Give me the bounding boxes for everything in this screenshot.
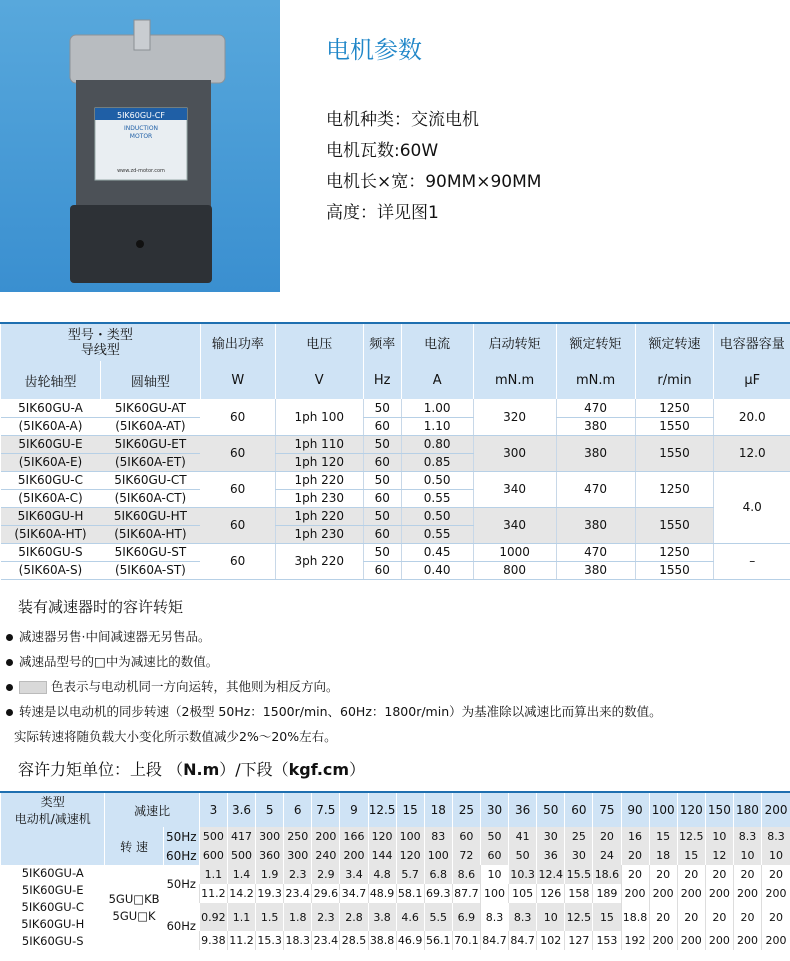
speed-cell: 8.3 (733, 827, 761, 846)
param-line: 电机长×宽：90MM×90MM (326, 172, 542, 192)
table-cell: 60 (363, 561, 401, 579)
torque-header-ratio: 减速比 (105, 792, 199, 827)
spec-header-output: 输出功率 (200, 323, 275, 361)
torque-cell: 23.4 (312, 931, 340, 950)
speed-cell: 360 (256, 846, 284, 865)
torque-cell: 3.8 (368, 903, 396, 931)
ratio-cell: 7.5 (312, 792, 340, 827)
speed-cell: 20 (593, 827, 621, 846)
table-cell: 5IK60GU-C (1, 471, 101, 489)
note-item: 减速品型号的□中为减速比的数值。 (6, 649, 662, 674)
torque-cell: 15.3 (256, 931, 284, 950)
speed-cell: 10 (705, 827, 733, 846)
torque-cell: 126 (537, 884, 565, 903)
table-cell: 1.00 (401, 399, 473, 417)
motor-illustration (0, 0, 280, 292)
speed-cell: 41 (509, 827, 537, 846)
ratio-cell: 120 (677, 792, 705, 827)
speed-cell: 166 (340, 827, 368, 846)
param-line: 高度：详见图1 (326, 203, 439, 223)
table-cell: 800 (473, 561, 556, 579)
torque-cell: 15.5 (565, 865, 593, 884)
torque-cell: 84.7 (509, 931, 537, 950)
torque-cell: 10.3 (509, 865, 537, 884)
param-line: 电机瓦数:60W (326, 141, 439, 161)
speed-cell: 50 (480, 827, 508, 846)
table-cell: 1250 (635, 471, 714, 507)
speed-cell: 36 (537, 846, 565, 865)
speed-cell: 417 (227, 827, 255, 846)
torque-cell: 6.8 (424, 865, 452, 884)
torque-cell: 0.92 (199, 903, 227, 931)
speed-cell: 200 (340, 846, 368, 865)
table-cell: 340 (473, 471, 556, 507)
nameplate-model: 5IK60GU-CF (116, 111, 166, 120)
motor-params (326, 30, 541, 229)
table-cell: 50 (363, 435, 401, 453)
torque-cell: 20 (705, 903, 733, 931)
table-cell: 20.0 (714, 399, 790, 435)
spec-header-gear-shaft: 齿轮轴型 (1, 361, 101, 399)
table-cell: (5IK60A-ST) (100, 561, 200, 579)
notes (6, 624, 662, 749)
torque-title: 容许力矩单位：上段 （N.m）/下段（kgf.cm） (18, 760, 366, 779)
torque-cell: 192 (621, 931, 649, 950)
torque-cell: 200 (649, 931, 677, 950)
table-cell: 1ph 230 (275, 525, 363, 543)
note-item: 减速器另售·中间减速器无另售品。 (6, 624, 662, 649)
bullet-icon (6, 659, 13, 666)
ratio-cell: 6 (284, 792, 312, 827)
torque-cell: 56.1 (424, 931, 452, 950)
table-cell: 1000 (473, 543, 556, 561)
torque-cell: 5.5 (424, 903, 452, 931)
speed-cell: 500 (199, 827, 227, 846)
speed-cell: 144 (368, 846, 396, 865)
speed-cell: 15 (677, 846, 705, 865)
table-cell: 1.10 (401, 417, 473, 435)
unit-output: W (200, 361, 275, 399)
torque-cell: 102 (537, 931, 565, 950)
ratio-cell: 15 (396, 792, 424, 827)
table-cell: 60 (363, 417, 401, 435)
table-cell: 0.55 (401, 489, 473, 507)
torque-cell: 8.6 (452, 865, 480, 884)
table-cell: 1ph 100 (275, 399, 363, 435)
torque-cell: 4.8 (368, 865, 396, 884)
ratio-cell: 180 (733, 792, 761, 827)
torque-cell: 38.8 (368, 931, 396, 950)
ratio-cell: 60 (565, 792, 593, 827)
torque-cell: 2.9 (312, 865, 340, 884)
speed-cell: 300 (256, 827, 284, 846)
table-cell: 470 (556, 543, 635, 561)
params-title: 电机参数 (326, 36, 422, 64)
table-cell: (5IK60A-C) (1, 489, 101, 507)
torque-cell: 100 (480, 884, 508, 903)
torque-cell: 1.1 (227, 903, 255, 931)
spec-header-rated-speed: 额定转速 (635, 323, 714, 361)
table-cell: 1550 (635, 417, 714, 435)
table-cell: 0.85 (401, 453, 473, 471)
spec-header-model: 型号・类型 导线型 (1, 323, 201, 361)
speed-cell: 600 (199, 846, 227, 865)
speed-cell: 240 (312, 846, 340, 865)
speed-cell: 12 (705, 846, 733, 865)
ratio-cell: 50 (537, 792, 565, 827)
torque-cell: 3.4 (340, 865, 368, 884)
table-cell: 5IK60GU-ST (100, 543, 200, 561)
speed-cell: 24 (593, 846, 621, 865)
torque-cell: 10 (480, 865, 508, 884)
table-cell: 0.50 (401, 471, 473, 489)
torque-cell: 28.5 (340, 931, 368, 950)
torque-cell: 20 (649, 903, 677, 931)
gray-swatch-icon (19, 681, 47, 694)
table-cell: 380 (556, 561, 635, 579)
torque-cell: 58.1 (396, 884, 424, 903)
table-cell: 0.45 (401, 543, 473, 561)
torque-cell: 200 (677, 931, 705, 950)
speed-cell: 72 (452, 846, 480, 865)
table-cell: 60 (200, 507, 275, 543)
speed-cell: 12.5 (677, 827, 705, 846)
table-cell: 1ph 220 (275, 471, 363, 489)
table-cell: 60 (200, 543, 275, 579)
table-cell: 1550 (635, 435, 714, 471)
table-cell: 300 (473, 435, 556, 471)
torque-cell: 14.2 (227, 884, 255, 903)
param-line: 电机种类：交流电机 (326, 110, 479, 130)
torque-cell: 1.4 (227, 865, 255, 884)
torque-cell: 20 (677, 903, 705, 931)
torque-header-speed: 转 速 (105, 827, 163, 865)
torque-cell: 1.9 (256, 865, 284, 884)
torque-cell: 20 (733, 903, 761, 931)
speed-cell: 120 (368, 827, 396, 846)
table-cell: 60 (200, 471, 275, 507)
table-cell: 60 (363, 453, 401, 471)
torque-cell: 20 (677, 865, 705, 884)
speed-cell: 100 (396, 827, 424, 846)
table-cell: 5IK60GU-ET (100, 435, 200, 453)
note-item: 转速是以电动机的同步转速（2极型 50Hz：1500r/min、60Hz：1800r/min）为基准除以减速比而算出来的数值。 (6, 699, 662, 724)
nameplate-website: www.zd-motor.com (117, 168, 165, 174)
spec-header-frequency: 频率 (363, 323, 401, 361)
torque-cell: 4.6 (396, 903, 424, 931)
ratio-cell: 12.5 (368, 792, 396, 827)
speed-cell: 83 (424, 827, 452, 846)
torque-cell: 2.3 (312, 903, 340, 931)
torque-cell: 70.1 (452, 931, 480, 950)
torque-cell: 9.38 (199, 931, 227, 950)
table-cell: 1ph 110 (275, 435, 363, 453)
speed-cell: 60 (452, 827, 480, 846)
spec-header-round-shaft: 圆轴型 (100, 361, 200, 399)
torque-table (0, 791, 790, 950)
bullet-icon (6, 709, 13, 716)
unit-frequency: Hz (363, 361, 401, 399)
torque-cell: 189 (593, 884, 621, 903)
table-cell: 60 (363, 489, 401, 507)
nameplate-type-line1: INDUCTION (123, 125, 159, 132)
table-cell: (5IK60A-E) (1, 453, 101, 471)
torque-cell: 8.3 (509, 903, 537, 931)
ratio-cell: 30 (480, 792, 508, 827)
table-cell: 50 (363, 399, 401, 417)
table-cell: 1550 (635, 507, 714, 543)
torque-cell: 69.3 (424, 884, 452, 903)
ratio-cell: 18 (424, 792, 452, 827)
ratio-cell: 25 (452, 792, 480, 827)
torque-header-type: 类型 电动机/减速机 (1, 792, 105, 827)
speed-cell: 50 (509, 846, 537, 865)
table-cell: 12.0 (714, 435, 790, 471)
torque-cell: 11.2 (227, 931, 255, 950)
table-cell: 5IK60GU-AT (100, 399, 200, 417)
speed-cell: 250 (284, 827, 312, 846)
torque-cell: 84.7 (480, 931, 508, 950)
table-cell: 0.40 (401, 561, 473, 579)
torque-cell: 20 (705, 865, 733, 884)
table-cell: 60 (200, 399, 275, 435)
speed-cell: 25 (565, 827, 593, 846)
hz50-row-label: 50Hz (163, 865, 199, 903)
unit-capacitor: μF (714, 361, 790, 399)
type-spacer (1, 827, 105, 865)
torque-cell: 19.3 (256, 884, 284, 903)
table-cell: (5IK60A-HT) (1, 525, 101, 543)
torque-cell: 11.2 (199, 884, 227, 903)
table-cell: 1ph 230 (275, 489, 363, 507)
unit-start-torque: mN.m (473, 361, 556, 399)
torque-cell: 12.5 (565, 903, 593, 931)
torque-cell: 18.6 (593, 865, 621, 884)
table-cell: (5IK60A-AT) (100, 417, 200, 435)
product-photo (0, 0, 280, 292)
table-cell: 60 (200, 435, 275, 471)
ratio-cell: 200 (762, 792, 790, 827)
ratio-cell: 100 (649, 792, 677, 827)
table-cell: 380 (556, 417, 635, 435)
speed-cell: 200 (312, 827, 340, 846)
torque-cell: 20 (762, 865, 790, 884)
torque-cell: 158 (565, 884, 593, 903)
torque-cell: 46.9 (396, 931, 424, 950)
torque-cell: 105 (509, 884, 537, 903)
speed-cell: 20 (621, 846, 649, 865)
spec-header-capacitor: 电容器容量 (714, 323, 790, 361)
torque-cell: 34.7 (340, 884, 368, 903)
bullet-icon (6, 634, 13, 641)
unit-rated-torque: mN.m (556, 361, 635, 399)
unit-voltage: V (275, 361, 363, 399)
torque-cell: 12.4 (537, 865, 565, 884)
torque-cell: 200 (733, 931, 761, 950)
table-cell: 50 (363, 471, 401, 489)
model-list: 5IK60GU-A 5IK60GU-E 5IK60GU-C 5IK60GU-H 5IK60GU-S (1, 865, 105, 950)
torque-cell: 200 (705, 884, 733, 903)
speed-cell: 10 (762, 846, 790, 865)
spec-header-voltage: 电压 (275, 323, 363, 361)
table-cell: 5IK60GU-A (1, 399, 101, 417)
table-cell: 0.50 (401, 507, 473, 525)
table-cell: 380 (556, 507, 635, 543)
torque-cell: 6.9 (452, 903, 480, 931)
table-cell: 470 (556, 399, 635, 417)
table-cell: 60 (363, 525, 401, 543)
speed-cell: 16 (621, 827, 649, 846)
torque-cell: 200 (649, 884, 677, 903)
speed-cell: 15 (649, 827, 677, 846)
hz50-label: 50Hz (163, 827, 199, 846)
ratio-cell: 3.6 (227, 792, 255, 827)
table-cell: 0.80 (401, 435, 473, 453)
torque-cell: 20 (649, 865, 677, 884)
ratio-cell: 90 (621, 792, 649, 827)
nameplate-type-line2: MOTOR (129, 133, 153, 140)
speed-cell: 100 (424, 846, 452, 865)
torque-cell: 20 (762, 903, 790, 931)
torque-cell: 18.8 (621, 903, 649, 931)
torque-cell: 20 (621, 865, 649, 884)
ratio-cell: 75 (593, 792, 621, 827)
torque-cell: 200 (762, 884, 790, 903)
speed-cell: 300 (284, 846, 312, 865)
gear-section-title: 装有减速器时的容许转矩 (18, 598, 184, 616)
torque-cell: 2.3 (284, 865, 312, 884)
table-cell: 5IK60GU-CT (100, 471, 200, 489)
table-cell: 50 (363, 507, 401, 525)
torque-cell: 153 (593, 931, 621, 950)
table-cell: – (714, 543, 790, 579)
table-cell: 1250 (635, 399, 714, 417)
ratio-cell: 5 (256, 792, 284, 827)
table-cell: 1ph 220 (275, 507, 363, 525)
ratio-cell: 150 (705, 792, 733, 827)
torque-cell: 1.5 (256, 903, 284, 931)
table-cell: 3ph 220 (275, 543, 363, 579)
table-cell: 5IK60GU-E (1, 435, 101, 453)
torque-cell: 200 (733, 884, 761, 903)
torque-cell: 10 (537, 903, 565, 931)
table-cell: (5IK60A-HT) (100, 525, 200, 543)
torque-cell: 18.3 (284, 931, 312, 950)
torque-cell: 20 (733, 865, 761, 884)
bullet-icon (6, 684, 13, 691)
speed-cell: 10 (733, 846, 761, 865)
table-cell: 320 (473, 399, 556, 435)
table-cell: 5IK60GU-S (1, 543, 101, 561)
table-cell: 50 (363, 543, 401, 561)
ratio-cell: 9 (340, 792, 368, 827)
table-cell: 1ph 120 (275, 453, 363, 471)
table-cell: 5IK60GU-HT (100, 507, 200, 525)
torque-cell: 5.7 (396, 865, 424, 884)
speed-cell: 120 (396, 846, 424, 865)
ratio-cell: 36 (509, 792, 537, 827)
spec-header-current: 电流 (401, 323, 473, 361)
hz60-label: 60Hz (163, 846, 199, 865)
table-cell: 1250 (635, 543, 714, 561)
speed-cell: 500 (227, 846, 255, 865)
table-cell: 0.55 (401, 525, 473, 543)
torque-cell: 15 (593, 903, 621, 931)
spec-table (0, 322, 790, 580)
torque-cell: 127 (565, 931, 593, 950)
speed-cell: 8.3 (762, 827, 790, 846)
torque-cell: 1.8 (284, 903, 312, 931)
note-item: 色表示与电动机同一方向运转，其他则为相反方向。 (6, 674, 662, 699)
torque-cell: 48.9 (368, 884, 396, 903)
table-cell: 340 (473, 507, 556, 543)
table-cell: (5IK60A-CT) (100, 489, 200, 507)
torque-cell: 23.4 (284, 884, 312, 903)
torque-cell: 200 (621, 884, 649, 903)
speed-cell: 18 (649, 846, 677, 865)
table-cell: (5IK60A-ET) (100, 453, 200, 471)
torque-cell: 8.3 (480, 903, 508, 931)
hz60-row-label: 60Hz (163, 903, 199, 950)
spec-header-rated-torque: 额定转矩 (556, 323, 635, 361)
unit-speed: r/min (635, 361, 714, 399)
speed-cell: 30 (565, 846, 593, 865)
table-cell: 470 (556, 471, 635, 507)
spec-header-start-torque: 启动转矩 (473, 323, 556, 361)
torque-cell: 2.8 (340, 903, 368, 931)
torque-cell: 200 (677, 884, 705, 903)
torque-cell: 87.7 (452, 884, 480, 903)
torque-cell: 1.1 (199, 865, 227, 884)
table-cell: (5IK60A-A) (1, 417, 101, 435)
torque-cell: 200 (705, 931, 733, 950)
table-cell: 5IK60GU-H (1, 507, 101, 525)
torque-cell: 29.6 (312, 884, 340, 903)
speed-cell: 60 (480, 846, 508, 865)
speed-cell: 30 (537, 827, 565, 846)
table-cell: 4.0 (714, 471, 790, 543)
table-cell: 380 (556, 435, 635, 471)
torque-cell: 200 (762, 931, 790, 950)
note-item: 实际转速将随负载大小变化所示数值减少2%～20%左右。 (14, 729, 337, 744)
table-cell: 1550 (635, 561, 714, 579)
table-cell: (5IK60A-S) (1, 561, 101, 579)
ratio-cell: 3 (199, 792, 227, 827)
gear-model-list: 5GU□KB 5GU□K (105, 865, 163, 950)
unit-current: A (401, 361, 473, 399)
